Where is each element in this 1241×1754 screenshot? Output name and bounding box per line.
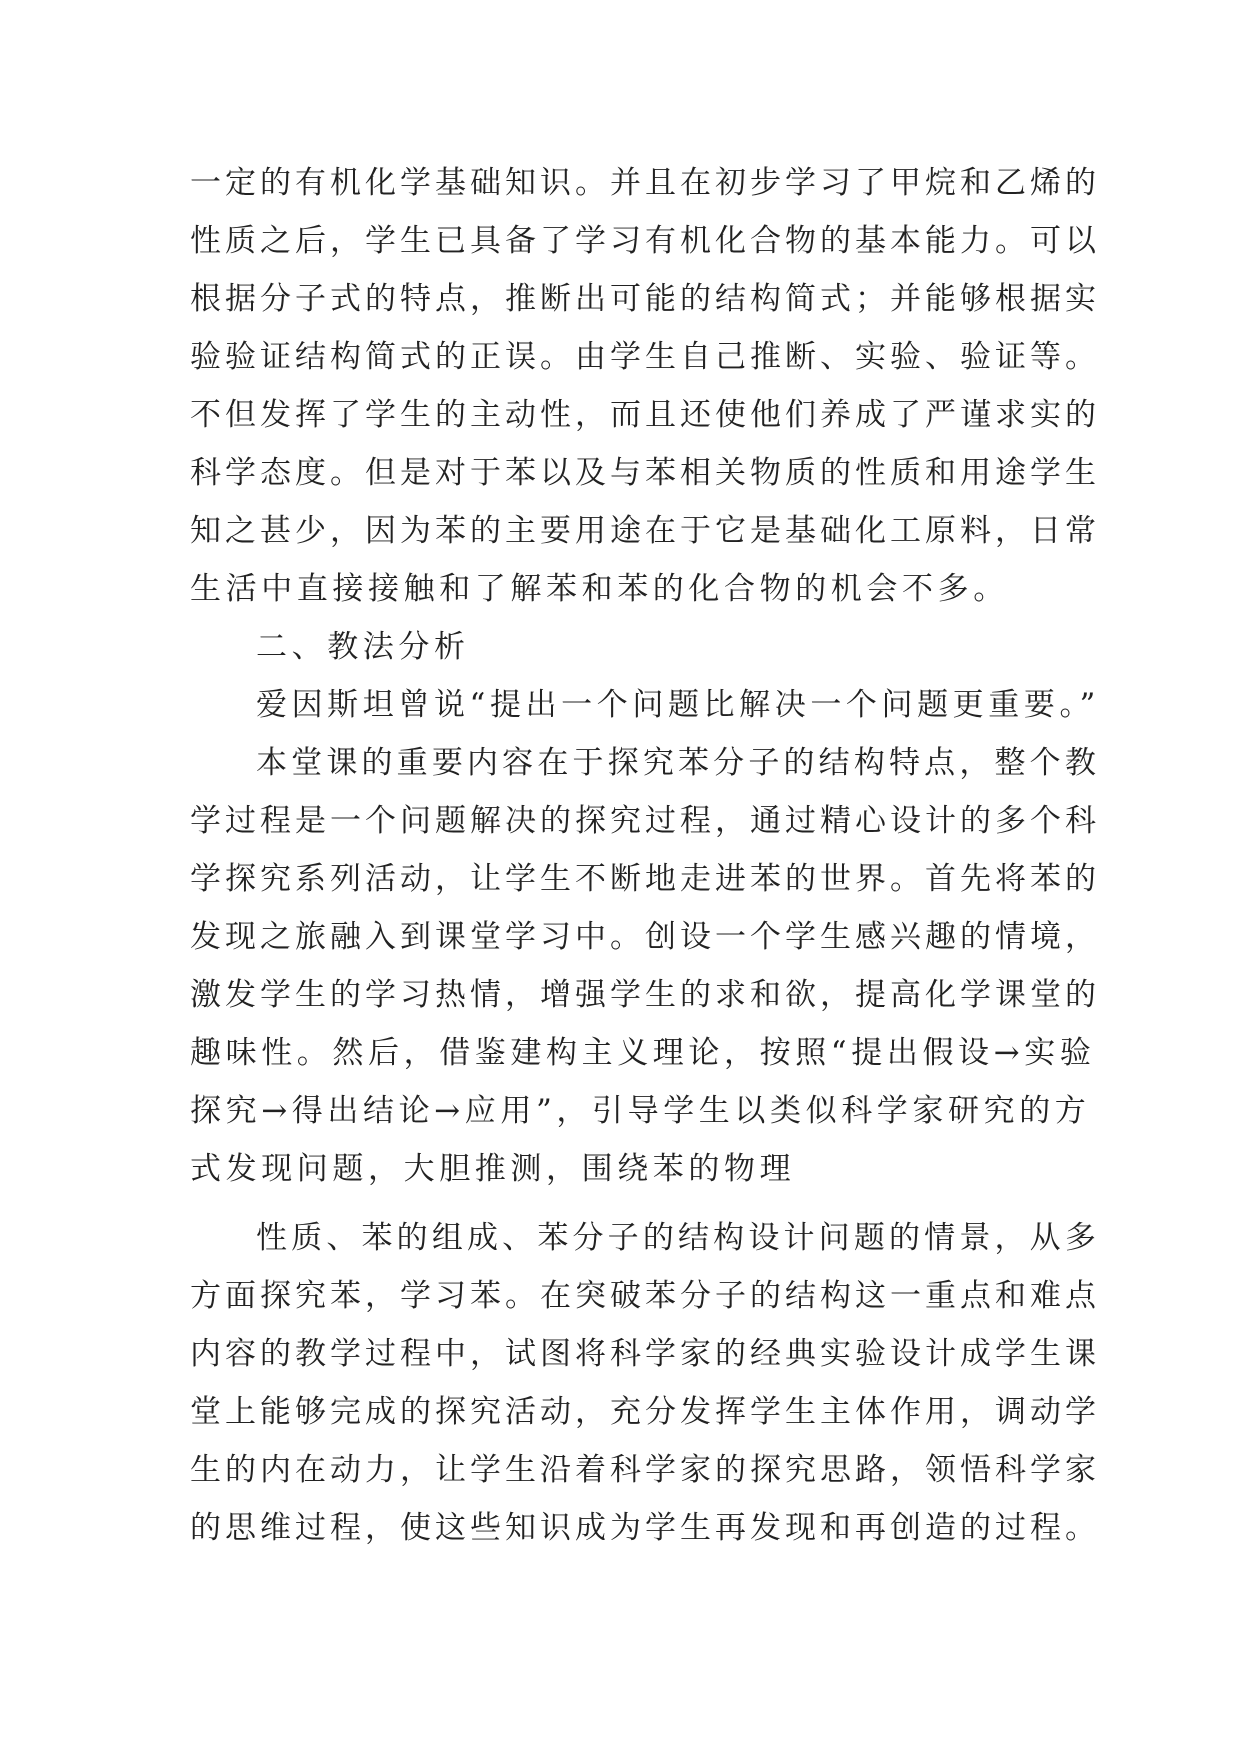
- text-line: 生的内在动力，让学生沿着科学家的探究思路，领悟科学家: [190, 1452, 1100, 1488]
- text-line: 本堂课的重要内容在于探究苯分子的结构特点，整个教: [256, 745, 1100, 781]
- text-line: 的思维过程，使这些知识成为学生再发现和再创造的过程。: [190, 1510, 1100, 1546]
- text-line: 内容的教学过程中，试图将科学家的经典实验设计成学生课: [190, 1336, 1100, 1372]
- text-line: 科学态度。但是对于苯以及与苯相关物质的性质和用途学生: [190, 455, 1100, 491]
- text-line: 趣味性。然后，借鉴建构主义理论，按照“提出假设→实验: [190, 1035, 1096, 1071]
- text-line: 验验证结构简式的正误。由学生自己推断、实验、验证等。: [190, 339, 1100, 375]
- text-line: 不但发挥了学生的主动性，而且还使他们养成了严谨求实的: [190, 397, 1100, 433]
- text-line: 探究→得出结论→应用”，引导学生以类似科学家研究的方: [190, 1093, 1091, 1129]
- text-line: 学探究系列活动，让学生不断地走进苯的世界。首先将苯的: [190, 861, 1100, 897]
- text-line: 激发学生的学习热情，增强学生的求和欲，提高化学课堂的: [190, 977, 1100, 1013]
- text-line: 方面探究苯，学习苯。在突破苯分子的结构这一重点和难点: [190, 1278, 1100, 1314]
- text-line: 生活中直接接触和了解苯和苯的化合物的机会不多。: [190, 571, 1009, 607]
- text-line: 根据分子式的特点，推断出可能的结构简式；并能够根据实: [190, 281, 1100, 317]
- text-line: 发现之旅融入到课堂学习中。创设一个学生感兴趣的情境，: [190, 919, 1100, 955]
- quote-line: 爱因斯坦曾说“提出一个问题比解决一个问题更重要。”: [256, 687, 1100, 723]
- text-line: 学过程是一个问题解决的探究过程，通过精心设计的多个科: [190, 803, 1100, 839]
- text-line: 式发现问题，大胆推测，围绕苯的物理: [190, 1151, 796, 1187]
- text-line: 性质之后，学生已具备了学习有机化合物的基本能力。可以: [190, 223, 1100, 259]
- text-line: 堂上能够完成的探究活动，充分发挥学生主体作用，调动学: [190, 1394, 1100, 1430]
- text-line: 一定的有机化学基础知识。并且在初步学习了甲烷和乙烯的: [190, 165, 1100, 201]
- section-heading: 二、教法分析: [256, 629, 470, 665]
- text-line: 性质、苯的组成、苯分子的结构设计问题的情景，从多: [256, 1220, 1100, 1256]
- text-line: 知之甚少，因为苯的主要用途在于它是基础化工原料，日常: [190, 513, 1100, 549]
